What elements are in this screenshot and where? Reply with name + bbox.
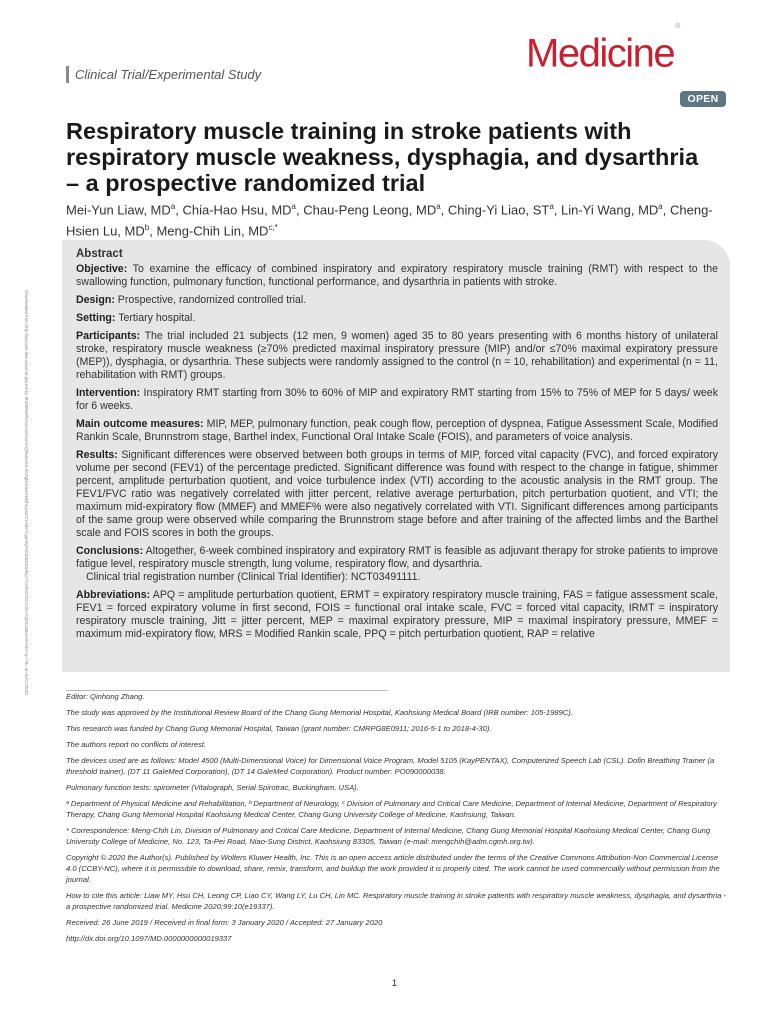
abstract-section-label: Setting: (76, 312, 116, 324)
doi-link[interactable]: http://dx.doi.org/10.1097/MD.0000000000019337 (66, 934, 232, 943)
author-name: Meng-Chih Lin, MD (156, 223, 269, 239)
author-affiliation-mark: a (170, 202, 176, 211)
abstract-section-label: Main outcome measures: (76, 418, 204, 430)
author-affiliation-mark: a (549, 202, 554, 211)
registered-mark: ® (675, 23, 681, 30)
footnotes (66, 691, 728, 949)
abstract-section-text: MIP, MEP, pulmonary function, peak cough flow, perception of dyspnea, Fatigue Assessment Scale, Modified Rankin Scale, Brunnstrom stage, Barthel index, Functional Oral Intake Scale (FOIS), and parameters of voice analysis. (76, 418, 718, 443)
received-note: Received: 26 June 2019 / Received in final form: 3 January 2020 / Accepted: 27 January 2020 (66, 918, 383, 927)
abstract-section (76, 589, 718, 641)
abstract-section (76, 449, 718, 540)
open-access-badge: OPEN (680, 91, 726, 107)
abstract-section-text: To examine the efficacy of combined inspiratory and expiratory respiratory muscle training (RMT) with respect to the swallowing function, pulmonary function, functional performance, and dysarthria in patients with stroke. (76, 263, 718, 288)
author-affiliation-mark: a (436, 202, 441, 211)
author-name: Chau-Peng Leong, MD (303, 202, 437, 218)
abstract-section-label: Conclusions: (76, 545, 144, 557)
abstract-sections (76, 263, 718, 641)
author-separator: , (553, 202, 561, 218)
abstract-section-label: Results: (76, 449, 118, 461)
funding-note: This research was funded by Chang Gung Memorial Hospital, Taiwan (grant number: CMRPG8E0911; 2016-5-1 to 2018-4-30). (66, 724, 492, 733)
abstract-section (76, 330, 718, 382)
abstract-section-text: The trial included 21 subjects (12 men, 9 women) aged 35 to 80 years presenting with 6 months history of unilateral stroke, respiratory muscle weakness (≥70% predicted maximal inspiratory pressure (MIP) and/or ≤70% maximal expiratory pressure (MEP)), dysphagia, or dysarthria. These subjects were randomly assigned to the control (n = 10, rehabilitation) and experimental (n = 11, rehabilitation with RMT) groups. (76, 330, 718, 381)
page-number: 1 (392, 978, 398, 988)
abstract-section (76, 294, 718, 307)
devices-note: The devices used are as follows: Model 4500 (Multi-Dimensional Voice) for Dimensional Voice Program, Model 5105 (KayPENTAX), Computerized Speech Lab (CSL). Dofin Breathing Trainer (a threshold trainer), (DT 11 GaleMed Corporation), (DT 14 GaleMed Corporation). Product number: PO090000038. (66, 756, 715, 776)
abstract-section-text: Significant differences were observed between both groups in terms of MIP, forced vital capacity (FVC), and forced expiratory volume per second (FEV1) of the percentage predicted. Significant difference was found with respect to the change in fatigue, shimmer percent, amplitude perturbation quotient, and voice turbulence index (VTI) according to the acoustic analysis in the RMT group. The FEV1/FVC ratio was negatively correlated with jitter percent, relative average perturbation, pitch perturbation quotient, and VTI; the maximum mid-expiratory flow (MMEF) and MMEF% were also negatively correlated with VTI. Significant differences among participants of the same group were observed while comparing the Brunnstrom stage before and after training of the affected limbs and the Barthel scale and FOIS scores in both the groups. (76, 449, 718, 539)
author-list (66, 198, 716, 241)
abstract-section-text: Altogether, 6-week combined inspiratory and expiratory RMT is feasible as adjuvant therapy for stroke patients to improve fatigue level, respiratory muscle strength, lung volume, respiratory flow, and dysarthria. (76, 545, 718, 570)
abstract-section-label: Abbreviations: (76, 589, 151, 601)
author-affiliation-mark: a (658, 202, 663, 211)
abstract-section (76, 312, 718, 325)
copyright-note: Copyright © 2020 the Author(s). Published by Wolters Kluwer Health, Inc. This is an open access article distributed under the terms of the Creative Commons Attribution-Non Commercial License 4.0 (CCBY-NC), where it is permissible to download, share, remix, transform, and buildup the work provided it is properly cited. The work cannot be used commercially without permission from the journal. (66, 853, 720, 884)
correspondence-note: * Correspondence: Meng-Chih Lin, Division of Pulmonary and Critical Care Medicine, Department of Internal Medicine, Chang Gung Memorial Hospital Kaohsiung Medical Center, Chang Gung University College of Medicine, No. 123, Ta-Pei Road, Niao-Sung District, Kaohsiung 83305, Taiwan (e-mail: mengchih@adm.cgmh.org.tw). (66, 826, 711, 846)
abstract-heading: Abstract (76, 248, 123, 260)
author-affiliation-mark: c,* (268, 223, 278, 233)
download-watermark (20, 290, 30, 830)
abstract-section (76, 418, 718, 444)
citation-note: How to cite this article: Liaw MY, Hsu CH, Leong CP, Liao CY, Wang LY, Lu CH, Lin MC. Respiratory muscle training in stroke patients with respiratory muscle weakness, dysphagia, and dysarthria - a prospective randomized trial. Medicine 2020;99:10(e19337). (66, 891, 726, 911)
author-name: Lin-Yi Wang, MD (561, 202, 659, 218)
abstract-section-label: Intervention: (76, 387, 141, 399)
trial-registration: Clinical trial registration number (Clinical Trial Identifier): NCT03491111. (86, 571, 421, 583)
section-label: Clinical Trial/Experimental Study (75, 67, 262, 82)
author-name: Cheng-Hsien Lu, MD (66, 202, 713, 239)
author-affiliation-mark: a (291, 202, 296, 211)
section-marker (66, 66, 69, 83)
author-name: Ching-Yi Liao, ST (447, 202, 550, 218)
abstract-section-text: Inspiratory RMT starting from 30% to 60% of MIP and expiratory RMT starting from 15% to 75% of MEP for 5 days/ week for 6 weeks. (76, 387, 718, 412)
abstract-section (76, 387, 718, 413)
conflict-note: The authors report no conflicts of interest. (66, 740, 207, 749)
author-separator: , (149, 223, 157, 239)
function-tests-note: Pulmonary function tests: spirometer (Vitalograph, Serial Spirotrac, Buckingham, USA). (66, 783, 359, 792)
download-watermark-text: Downloaded from http://journals.lww.com/md-journal by BhDMf5ePHKav1zEoum1tQfN4a+kJLhEZgbsIHo4XMi0hCywCX1AWnYQp/IlQrHD3i3D0OdRyi7TvSFl4Cf3VC4/OAVpDDa8KKGKV0Ymy+78= on 02/17/2022 (24, 290, 29, 696)
abstract-section-text: APQ = amplitude perturbation quotient, ERMT = expiratory respiratory muscle training, FAS = fatigue assessment scale, FEV1 = forced expiratory volume in first second, FOIS = functional oral intake scale, FVC = forced vital capacity, IRMT = inspiratory respiratory muscle training, Jitt = jitter percent, MEP = maximal expiratory pressure, MIP = maximal inspiratory pressure, MMEF = maximum mid-expiratory flow, MRS = Modified Rankin scale, PPQ = pitch perturbation quotient, RAP = relative (76, 589, 718, 640)
author-name: Mei-Yun Liaw, MD (66, 202, 171, 218)
abstract-section-label: Design: (76, 294, 115, 306)
abstract-section-label: Objective: (76, 263, 128, 275)
irb-note: The study was approved by the Institutional Review Board of the Chang Gung Memorial Hospital, Kaohsiung Medical Board (IRB number: 105-1989C). (66, 708, 573, 717)
journal-logo (526, 23, 681, 76)
abstract-box (62, 240, 730, 672)
journal-name: Medicine (526, 31, 675, 76)
abstract-section (76, 263, 718, 289)
author-name: Chia-Hao Hsu, MD (182, 202, 292, 218)
affiliations-note: ᵃ Department of Physical Medicine and Rehabilitation, ᵇ Department of Neurology, ᶜ Division of Pulmonary and Critical Care Medicine, Department of Internal Medicine, Department of Respiratory Therapy, Chang Gung Memorial Hospital Kaohsiung Medical Center, Chang Gung University College of Medicine, Kaohsiung, Taiwan. (66, 799, 717, 819)
article-title: Respiratory muscle training in stroke patients with respiratory muscle weakness, dysphagia, and dysarthria – a prospective randomized trial (66, 118, 699, 196)
abstract-section (76, 545, 718, 584)
editor-note: Editor: Qinhong Zhang. (66, 692, 145, 701)
author-separator: , (175, 202, 183, 218)
author-affiliation-mark: b (144, 223, 150, 233)
author-separator: , (662, 202, 670, 218)
abstract-section-text: Tertiary hospital. (115, 312, 196, 324)
abstract-section-text: Prospective, randomized controlled trial. (114, 294, 307, 306)
author-separator: , (440, 202, 448, 218)
author-separator: , (296, 202, 304, 218)
abstract-section-label: Participants: (76, 330, 141, 342)
